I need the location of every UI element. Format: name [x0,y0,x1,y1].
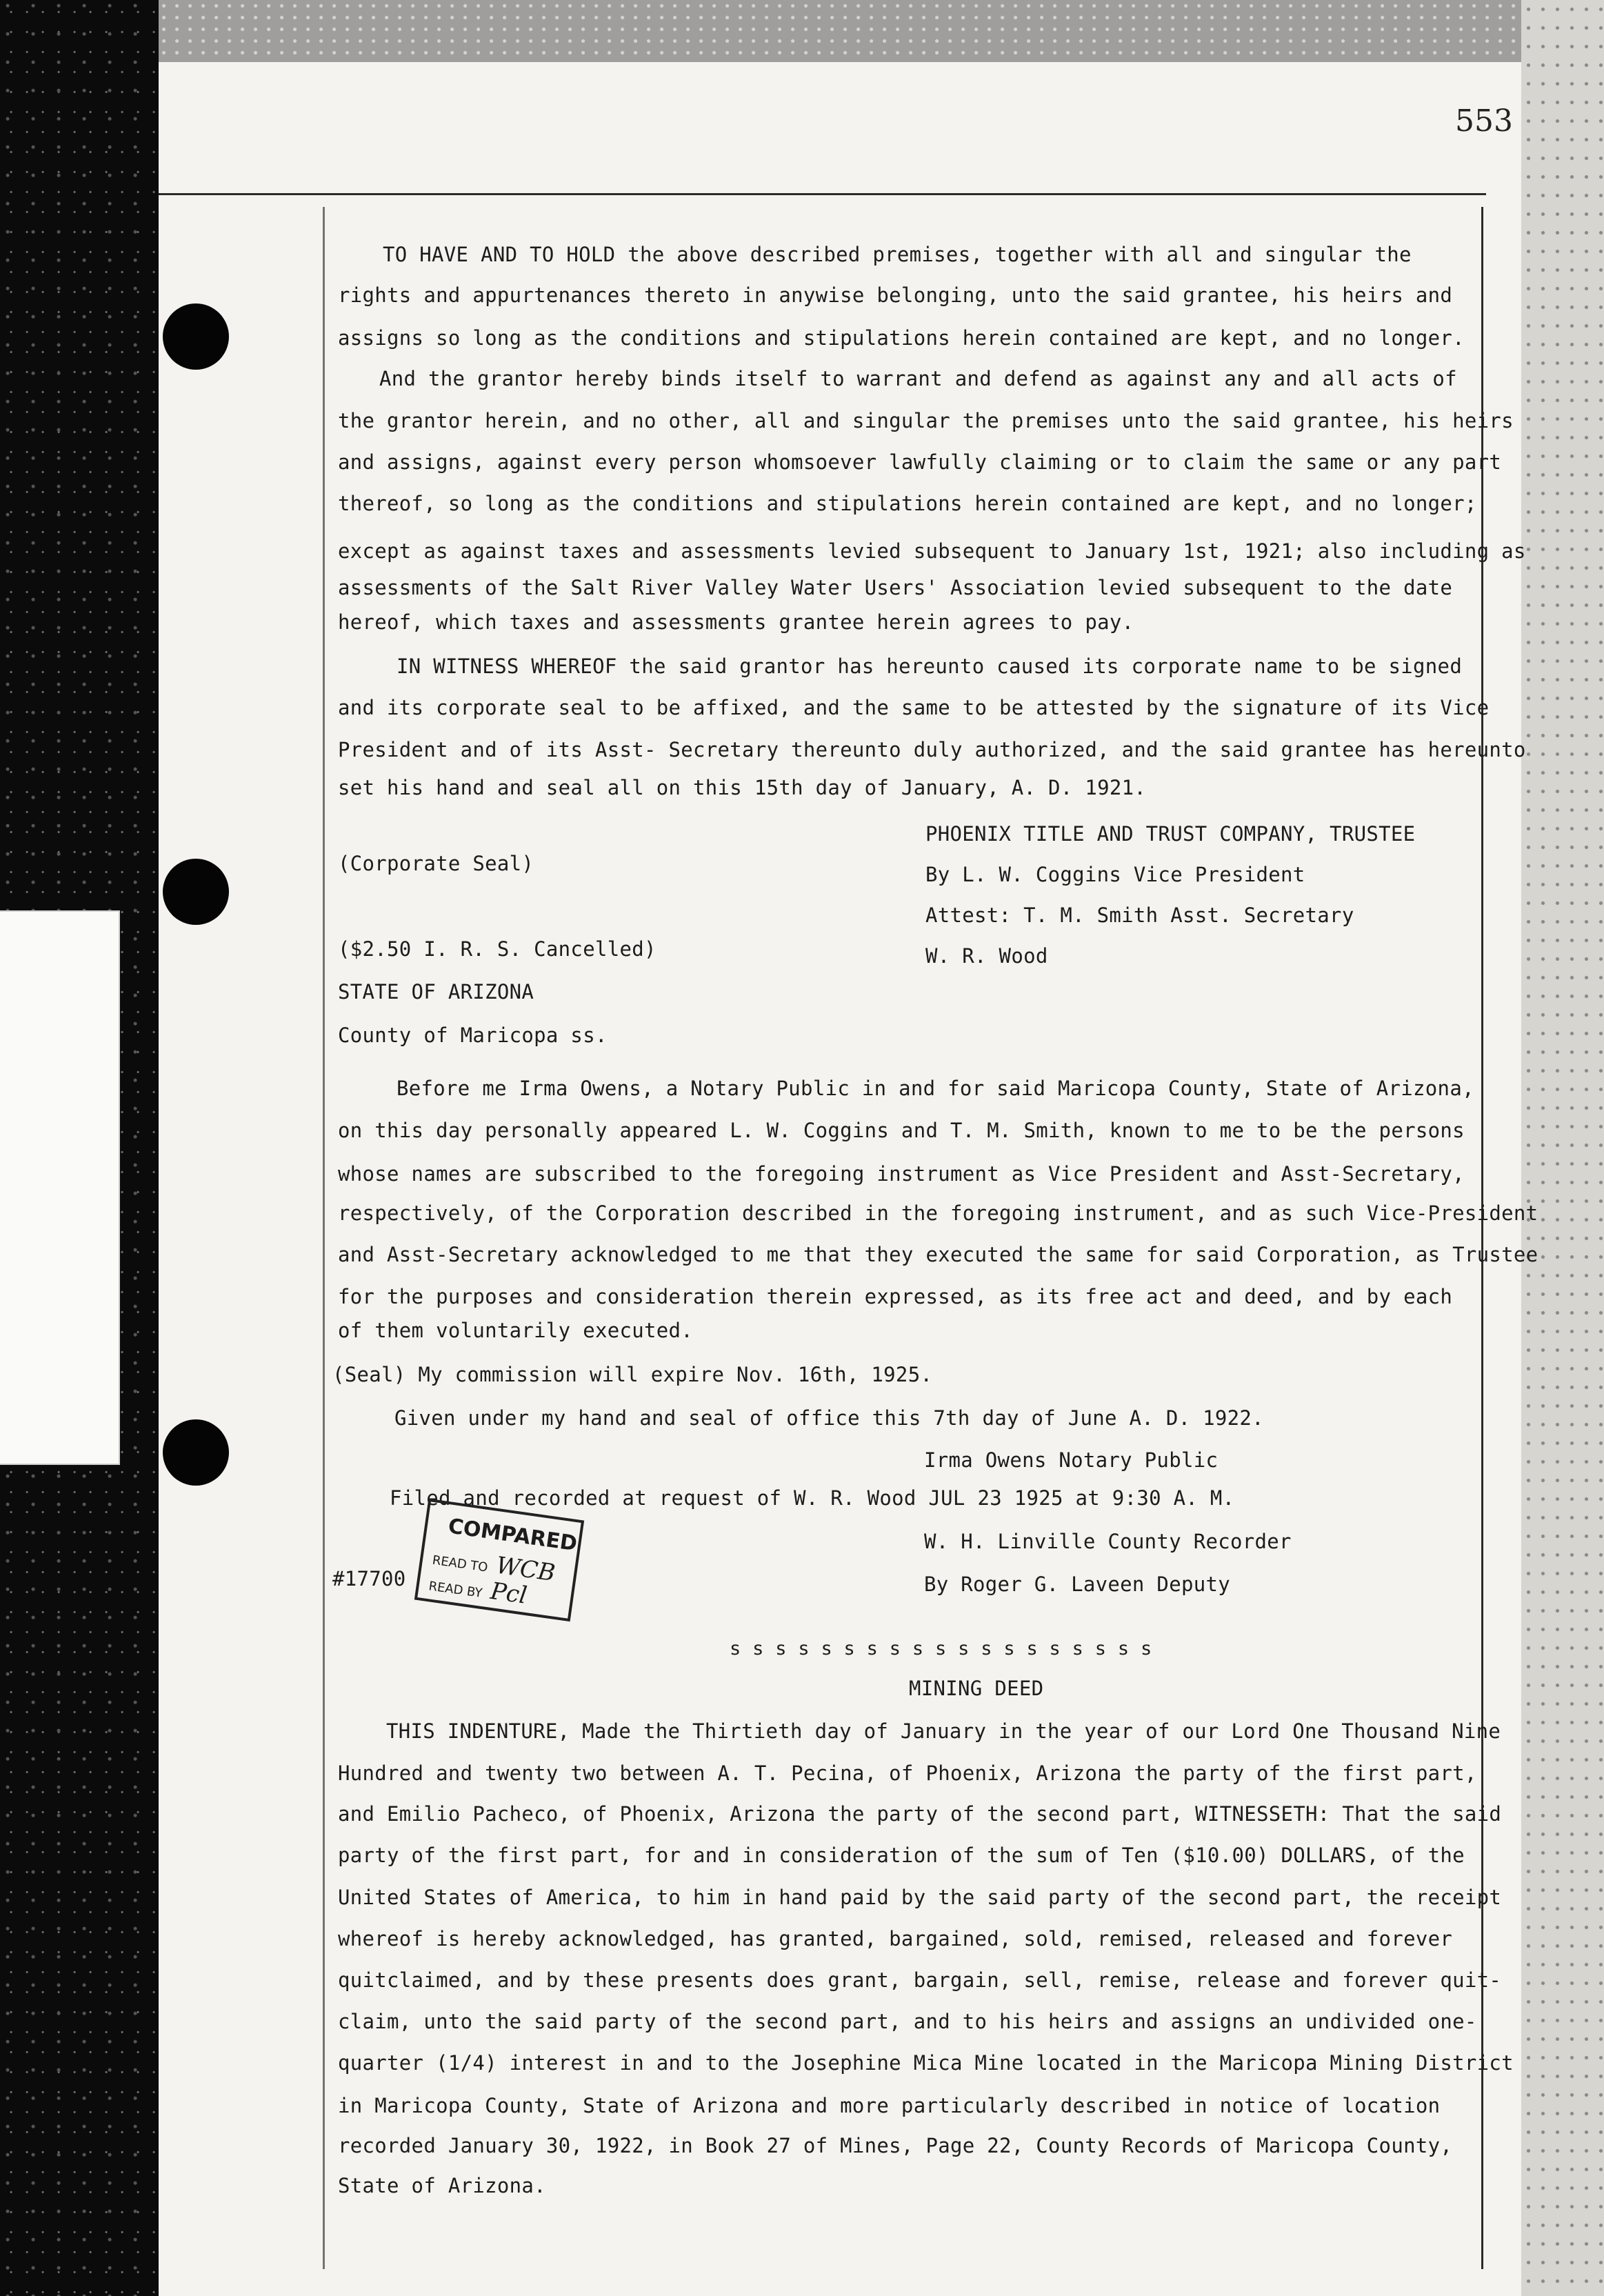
text-line: assessments of the Salt River Valley Water Users' Association levied subsequent to the date [338,576,1453,599]
text-line: and its corporate seal to be affixed, and the same to be attested by the signature of its Vice [338,696,1490,719]
text-line: claim, unto the said party of the second part, and to his heirs and assigns an undivided one- [338,2010,1477,2033]
text-line: assigns so long as the conditions and stipulations herein contained are kept, and no longer. [338,326,1465,350]
text-line: County of Maricopa ss. [338,1024,608,1047]
text-line: quitclaimed, and by these presents does grant, bargain, sell, remise, release and forever quit- [338,1968,1502,1992]
text-line: whereof is hereby acknowledged, has granted, bargained, sold, remised, released and forever [338,1927,1453,1950]
text-line: IN WITNESS WHEREOF the said grantor has hereunto caused its corporate name to be signed [397,655,1463,678]
text-line: recorded January 30, 1922, in Book 27 of Mines, Page 22, County Records of Maricopa County, [338,2134,1453,2157]
text-line: By Roger G. Laveen Deputy [924,1573,1230,1596]
stamp-title: COMPARED [446,1514,579,1557]
stamp-read-by: READ BY Pcl [428,1577,529,1610]
text-line: Before me Irma Owens, a Notary Public in and for said Maricopa County, State of Arizona, [397,1077,1474,1100]
text-line: on this day personally appeared L. W. Coggins and T. M. Smith, known to me to be the persons [338,1119,1465,1142]
text-line: and assigns, against every person whomsoever lawfully claiming or to claim the same or any part [338,450,1502,474]
text-line: And the grantor hereby binds itself to warrant and defend as against any and all acts of [379,367,1457,390]
text-line: TO HAVE AND TO HOLD the above described premises, together with all and singular the [383,243,1412,266]
text-line: rights and appurtenances thereto in anywise belonging, unto the said grantee, his heirs and [338,283,1453,307]
text-line: ($2.50 I. R. S. Cancelled) [338,937,656,961]
page-number: 553 [1455,103,1513,139]
scan-border-right [1521,0,1604,2296]
text-line: #17700 [332,1567,406,1590]
text-line: United States of America, to him in hand paid by the said party of the second part, the receipt [338,1886,1502,1909]
text-line: thereof, so long as the conditions and stipulations herein contained are kept, and no longer; [338,492,1477,515]
text-line: respectively, of the Corporation described in the foregoing instrument, and as such Vice-President [338,1201,1538,1225]
text-line: Given under my hand and seal of office this 7th day of June A. D. 1922. [394,1406,1264,1430]
text-line: (Corporate Seal) [338,852,534,875]
text-line: By L. W. Coggins Vice President [925,863,1305,886]
section-title: MINING DEED [909,1677,1044,1700]
text-line: in Maricopa County, State of Arizona and more particularly described in notice of location [338,2094,1441,2117]
text-line: Attest: T. M. Smith Asst. Secretary [925,904,1354,927]
text-line: and Emilio Pacheco, of Phoenix, Arizona the party of the second part, WITNESSETH: That the said [338,1802,1502,1826]
text-line: STATE OF ARIZONA [338,980,534,1004]
margin-rule-right [1481,207,1483,2269]
stamp-read-to: READ TO WCB [431,1551,557,1588]
text-line: W. H. Linville County Recorder [924,1530,1292,1553]
text-line: hereof, which taxes and assessments grantee herein agrees to pay. [338,610,1134,634]
text-line: except as against taxes and assessments levied subsequent to January 1st, 1921; also including as [338,539,1526,563]
text-line: PHOENIX TITLE AND TRUST COMPANY, TRUSTEE [925,822,1416,846]
text-line: the grantor herein, and no other, all and singular the premises unto the said grantee, his heirs [338,409,1514,432]
text-line: Irma Owens Notary Public [924,1448,1219,1472]
text-line: Filed and recorded at request of W. R. Wood JUL 23 1925 at 9:30 A. M. [390,1486,1235,1510]
text-line: whose names are subscribed to the foregoing instrument as Vice President and Asst-Secretary, [338,1162,1465,1186]
text-line: for the purposes and consideration therein expressed, as its free act and deed, and by each [338,1285,1453,1308]
margin-rule-left [323,207,325,2269]
compared-stamp [414,1499,584,1621]
text-line: set his hand and seal all on this 15th day of January, A. D. 1921. [338,776,1147,799]
text-line: of them voluntarily executed. [338,1319,694,1342]
text-line: President and of its Asst- Secretary thereunto duly authorized, and the said grantee has hereunto [338,738,1526,761]
text-line: quarter (1/4) interest in and to the Josephine Mica Mine located in the Maricopa Mining District [338,2051,1514,2075]
scan-border-top [159,0,1604,62]
text-line: s s s s s s s s s s s s s s s s s s s [730,1638,1152,1659]
index-tab [0,910,120,1465]
text-line: (Seal) My commission will expire Nov. 16th, 1925. [332,1363,933,1386]
text-line: Hundred and twenty two between A. T. Pecina, of Phoenix, Arizona the party of the first part, [338,1761,1477,1785]
text-line: party of the first part, for and in consideration of the sum of Ten ($10.00) DOLLARS, of the [338,1844,1465,1867]
text-line: State of Arizona. [338,2174,546,2197]
text-line: W. R. Wood [925,944,1048,968]
text-line: and Asst-Secretary acknowledged to me that they executed the same for said Corporation, as Trustee [338,1243,1538,1266]
text-line: THIS INDENTURE, Made the Thirtieth day of January in the year of our Lord One Thousand Nine [386,1719,1501,1743]
